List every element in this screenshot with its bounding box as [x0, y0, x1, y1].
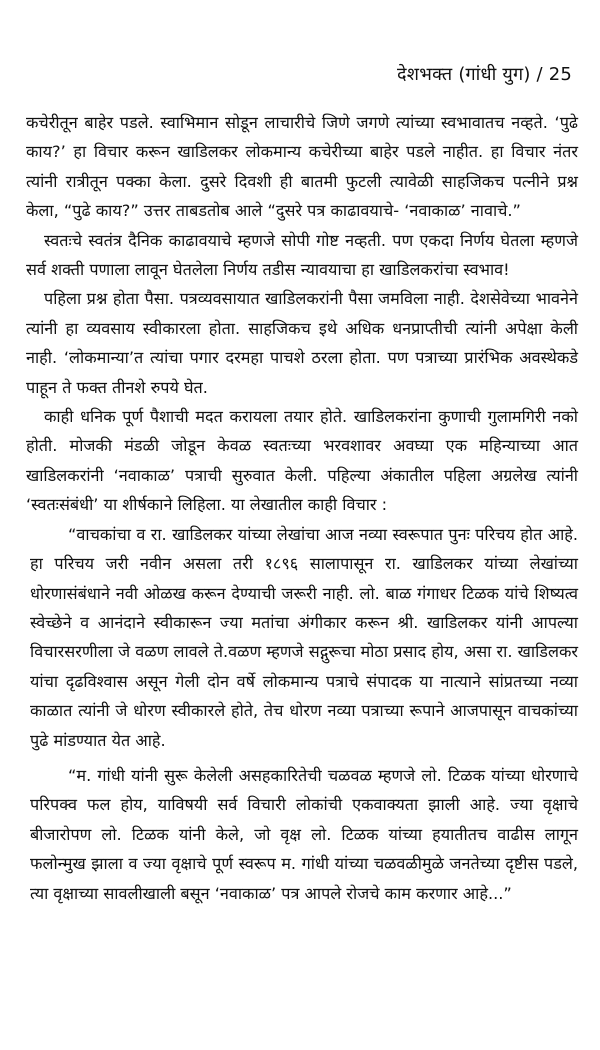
- paragraph-2: स्वतःचे स्वतंत्र दैनिक काढावयाचे म्हणजे सोपी गोष्ट नव्हती. पण एकदा निर्णय घेतला म्हणजे सर्व शक्ती पणाला लावून घेतलेला निर्णय तडीस न्यावयाचा हा खाडिलकरांचा स्वभाव!: [26, 230, 578, 280]
- quote-1: “वाचकांचा व रा. खाडिलकर यांच्या लेखांचा आज नव्या स्वरूपात पुनः परिचय होत आहे. हा परिचय जरी नवीन असला तरी १८९६ सालापासून रा. खाडिलकर यांच्या लेखांच्या धोरणासंबंधाने नवी ओळख करून देण्याची जरूरी नाही. लो. बाळ गंगाधर टिळक यांचे शिष्यत्व स्वेच्छेने व आनंदाने स्वीकारून ज्या मतांचा अंगीकार करून श्री. खाडिलकर यांनी आपल्या विचारसरणीला जे वळण लावले ते.वळण म्हणजे सद्गुरूचा मोठा प्रसाद होय, असा रा. खाडिलकर यांचा दृढविश्वास असून गेली दोन वर्षे लोकमान्य पत्राचे संपादक या नात्याने सांप्रतच्या नव्या काळात त्यांनी जे धोरण स्वीकारले होते, तेच धोरण नव्या पत्राच्या रूपाने आजपासून वाचकांच्या पुढे मांडण्यात येत आहे.: [30, 524, 578, 750]
- quote-2: “म. गांधी यांनी सुरू केलेली असहकारितेची चळवळ म्हणजे लो. टिळक यांच्या धोरणाचे परिपक्व फल होय, याविषयी सर्व विचारी लोकांची एकवाक्यता झाली आहे. ज्या वृक्षाचे बीजारोपण लो. टिळक यांनी केले, जो वृक्ष लो. टिळक यांच्या हयातीतच वाढीस लागून फलोन्मुख झाला व ज्या वृक्षाचे पूर्ण स्वरूप म. गांधी यांच्या चळवळीमुळे जनतेच्या दृष्टीस पडले, त्या वृक्षाच्या सावलीखाली बसून ‘नवाकाळ’ पत्र आपले रोजचे काम करणार आहे...”: [30, 765, 578, 903]
- paragraph-4: काही धनिक पूर्ण पैशाची मदत करायला तयार होते. खाडिलकरांना कुणाची गुलामगिरी नको होती. मोजकी मंडळी जोडून केवळ स्वतःच्या भरवशावर अवघ्या एक महिन्याच्या आत खाडिलकरांनी ‘नवाकाळ’ पत्राची सुरुवात केली. पहिल्या अंकातील पहिला अग्रलेख त्यांनी ‘स्वतःसंबंधी’ या शीर्षकाने लिहिला. या लेखातील काही विचार :: [26, 407, 578, 515]
- page-body: [26, 108, 578, 908]
- paragraph-3: पहिला प्रश्न होता पैसा. पत्रव्यवसायात खाडिलकरांनी पैसा जमविला नाही. देशसेवेच्या भावनेने त्यांनी हा व्यवसाय स्वीकारला होता. साहजिकच इथे अधिक धनप्राप्तीची त्यांनी अपेक्षा केली नाही. ‘लोकमान्या’त त्यांचा पगार दरमहा पाचशे ठरला होता. पण पत्राच्या प्रारंभिक अवस्थेकडे पाहून ते फक्त तीनशे रुपये घेत.: [26, 289, 578, 397]
- running-header: देशभक्त (गांधी युग) / 25: [397, 64, 572, 85]
- paragraph-1: कचेरीतून बाहेर पडले. स्वाभिमान सोडून लाचारीचे जिणे जगणे त्यांच्या स्वभावातच नव्हते. ‘पुढे काय?’ हा विचार करून खाडिलकर लोकमान्य कचेरीच्या बाहेर पडले नाहीत. हा विचार नंतर त्यांनी रात्रीतून पक्का केला. दुसरे दिवशी ही बातमी फुटली त्यावेळी साहजिकच पत्नीने प्रश्न केला, “पुढे काय?” उत्तर ताबडतोब आले “दुसरे पत्र काढावयाचे- ‘नवाकाळ’ नावाचे.”: [26, 113, 578, 221]
